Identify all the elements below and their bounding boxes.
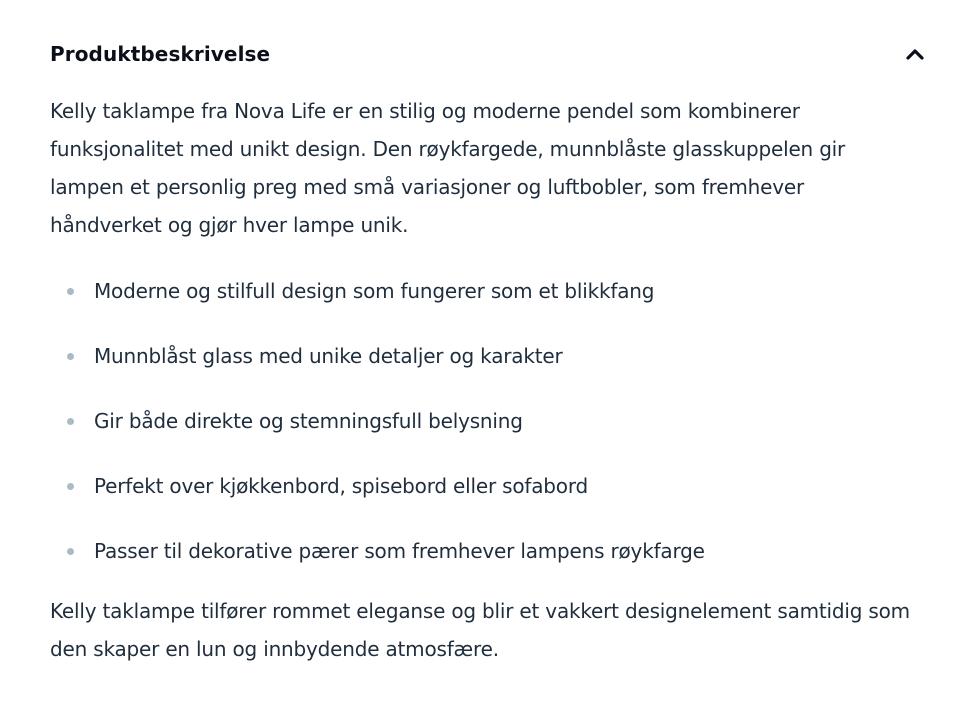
intro-paragraph: Kelly taklampe fra Nova Life er en stilig og moderne pendel som kombinerer funksjonalitet med unikt design. Den røykfargede, munnblåste glasskuppelen gir lampen et personlig preg med små variasjoner og luftbobler, som fremhever håndverket og gjør hver lampe unik. — [50, 99, 846, 237]
list-item — [50, 272, 910, 337]
list-item — [50, 467, 910, 532]
feature-text: Gir både direkte og stemningsfull belysning — [94, 409, 523, 433]
list-item — [50, 532, 910, 597]
list-item — [50, 337, 910, 402]
bullet-icon — [67, 353, 74, 360]
bullet-icon — [67, 483, 74, 490]
bullet-icon — [67, 288, 74, 295]
bullet-icon — [67, 548, 74, 555]
accordion-content — [50, 92, 910, 668]
outro-paragraph: Kelly taklampe tilfører rommet eleganse og blir et vakkert designelement samtidig som den skaper en lun og innbydende atmosfære. — [50, 599, 910, 661]
section-title: Produktbeskrivelse — [50, 42, 271, 66]
feature-text: Perfekt over kjøkkenbord, spisebord eller sofabord — [94, 474, 588, 498]
feature-list — [50, 272, 910, 597]
feature-text: Munnblåst glass med unike detaljer og karakter — [94, 344, 563, 368]
feature-text: Moderne og stilfull design som fungerer som et blikkfang — [94, 279, 655, 303]
accordion-header[interactable] — [50, 36, 926, 72]
feature-text: Passer til dekorative pærer som fremhever lampens røykfarge — [94, 539, 705, 563]
list-item — [50, 402, 910, 467]
chevron-up-icon[interactable] — [904, 43, 926, 65]
bullet-icon — [67, 418, 74, 425]
